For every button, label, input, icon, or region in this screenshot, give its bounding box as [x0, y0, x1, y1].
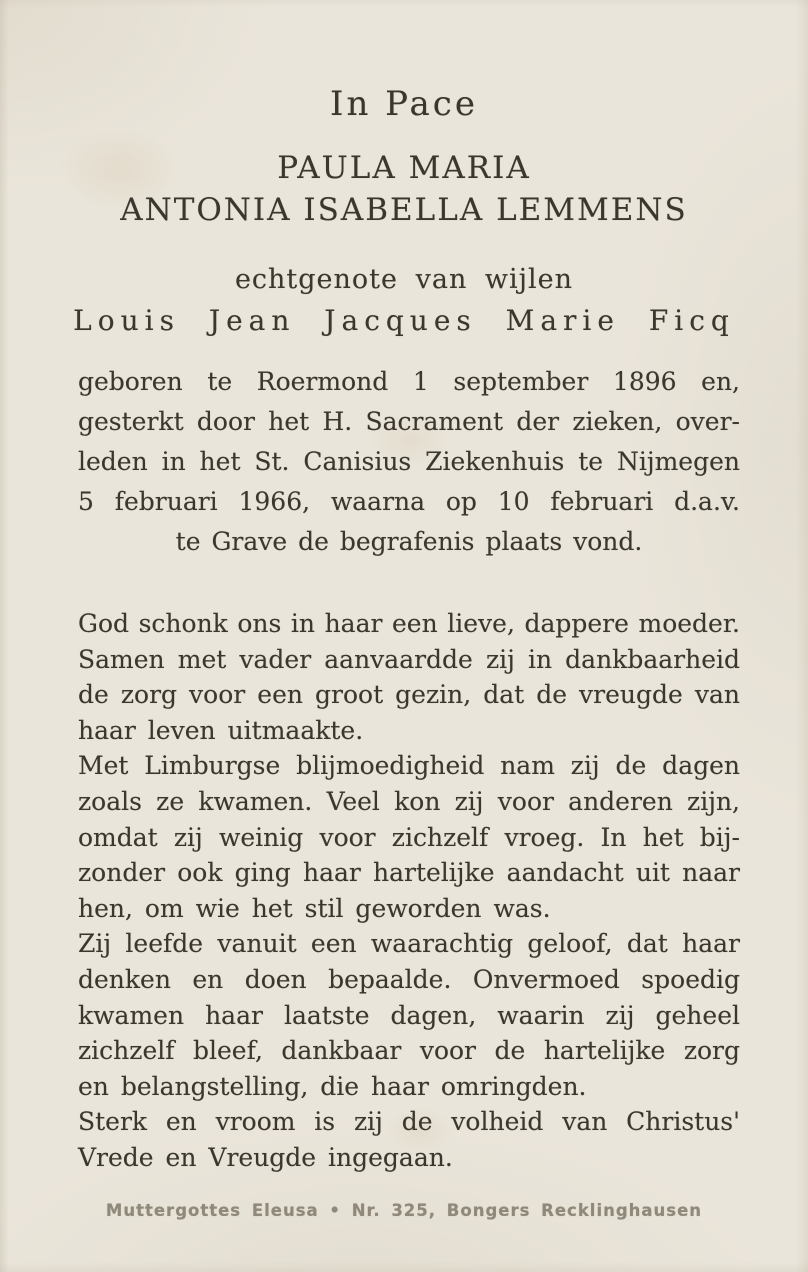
memorial-line: kwamen haar laatste dagen, waarin zij geheel — [78, 1000, 740, 1030]
spouse-name: Louis Jean Jacques Marie Ficq — [73, 304, 735, 337]
deceased-name-line-2: ANTONIA ISABELLA LEMMENS — [120, 192, 688, 228]
in-pace-title: In Pace — [330, 84, 478, 124]
memorial-line: de zorg voor een groot gezin, dat de vreugde van — [78, 680, 740, 710]
memorial-line: God schonk ons in haar een lieve, dappere moeder. — [78, 609, 740, 638]
vitals-line: geboren te Roermond 1 september 1896 en, — [78, 367, 740, 396]
memorial-line: denken en doen bepaalde. Onvermoed spoedig — [78, 964, 740, 994]
memorial-line: Zij leefde vanuit een waarachtig geloof, dat haar — [78, 929, 740, 959]
memorial-line: zoals ze kwamen. Veel kon zij voor anderen zijn, — [78, 786, 740, 816]
memorial-line: zonder ook ging haar hartelijke aandacht uit naar — [78, 858, 740, 888]
relation-line: echtgenote van wijlen — [234, 264, 574, 295]
vitals-line: gesterkt door het H. Sacrament der zieken, over- — [78, 407, 740, 436]
memorial-line: Vrede en Vreugde ingegaan. — [78, 1142, 453, 1172]
vitals-line: leden in het St. Canisius Ziekenhuis te Nijmegen — [78, 447, 740, 476]
printer-imprint: Muttergottes Eleusa • Nr. 325, Bongers Recklinghausen — [105, 1201, 703, 1220]
memorial-text-paragraph — [78, 606, 740, 1176]
vitals-line: 5 februari 1966, waarna op 10 februari d.a.v. — [78, 487, 740, 516]
memorial-line: en belangstelling, die haar omringden. — [78, 1071, 587, 1101]
memorial-line: omdat zij weinig voor zichzelf vroeg. In het bij- — [78, 822, 740, 852]
memorial-line: zichzelf bleef, dankbaar voor de hartelijke zorg — [78, 1036, 740, 1066]
memorial-line: Sterk en vroom is zij de volheid van Christus' — [78, 1107, 740, 1137]
memorial-line: Samen met vader aanvaardde zij in dankbaarheid — [78, 644, 740, 674]
deceased-name-line-1: PAULA MARIA — [277, 150, 531, 186]
memorial-line: Met Limburgse blijmoedigheid nam zij de dagen — [78, 751, 740, 781]
birth-death-paragraph — [78, 362, 740, 562]
memorial-line: hen, om wie het stil geworden was. — [78, 893, 551, 923]
vitals-line: te Grave de begrafenis plaats vond. — [175, 527, 643, 556]
memorial-line: haar leven uitmaakte. — [78, 715, 364, 745]
